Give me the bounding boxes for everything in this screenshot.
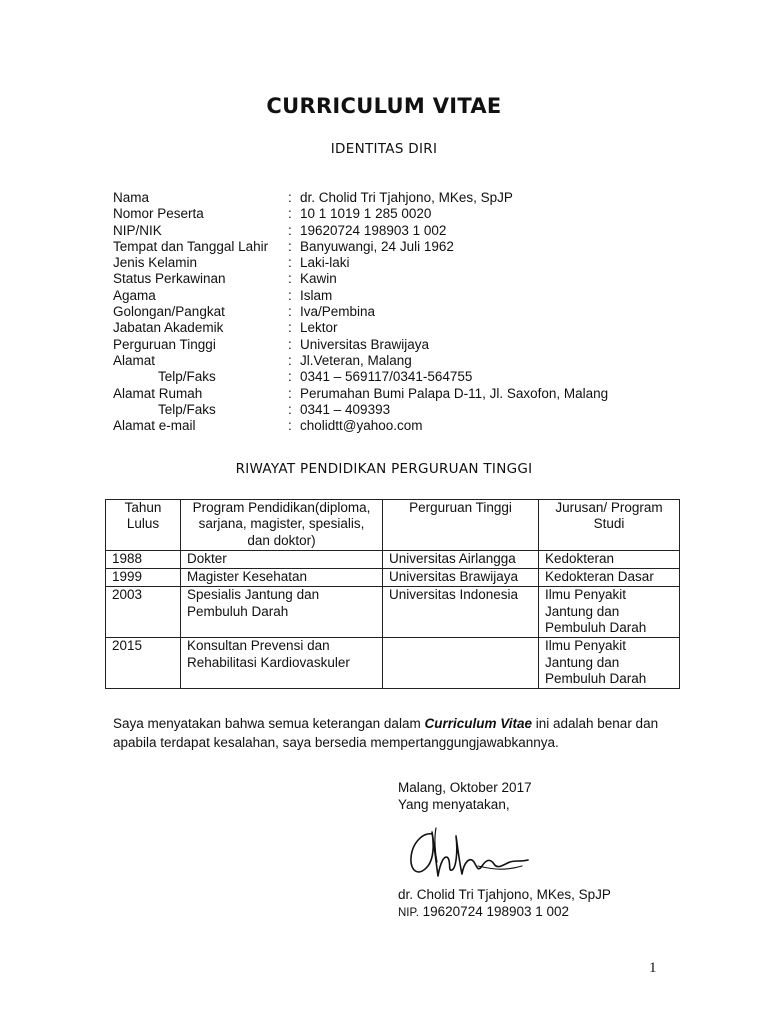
table-row [106, 587, 680, 638]
identity-separator: : [288, 271, 292, 287]
identity-separator: : [288, 320, 292, 336]
identity-value: Universitas Brawijaya [300, 336, 430, 352]
identity-label: NIP/NIK [113, 222, 162, 238]
identity-separator: : [288, 336, 292, 352]
identity-label: Telp/Faks [158, 401, 216, 417]
identity-separator: : [288, 255, 292, 271]
cell-program: Spesialis Jantung dan Pembuluh Darah [181, 587, 383, 638]
identity-row [113, 386, 673, 402]
identity-separator: : [288, 287, 292, 303]
identity-value: Perumahan Bumi Palapa D-11, Jl. Saxofon, Malang [300, 385, 609, 401]
nip-label: NIP. [398, 907, 419, 919]
handwritten-signature [398, 822, 548, 886]
identity-separator: : [288, 304, 292, 320]
identity-value: Islam [300, 287, 333, 303]
cell-university: Universitas Airlangga [383, 550, 539, 568]
identity-separator: : [288, 222, 292, 238]
cell-university [383, 638, 539, 689]
identity-label: Status Perkawinan [113, 271, 226, 287]
page-number: 1 [649, 960, 657, 976]
identity-label: Jenis Kelamin [113, 255, 198, 271]
cell-program: Konsultan Prevensi dan Rehabilitasi Kardiovaskuler [181, 638, 383, 689]
identity-row [113, 239, 673, 255]
identity-label: Alamat [113, 352, 156, 368]
identity-row [113, 337, 673, 353]
cell-year: 1999 [106, 569, 181, 587]
identity-row [113, 418, 673, 434]
identity-label: Agama [113, 287, 156, 303]
identity-label: Alamat e-mail [113, 418, 196, 434]
identity-label: Tempat dan Tanggal Lahir [113, 238, 269, 254]
cell-program: Magister Kesehatan [181, 569, 383, 587]
identity-value: Iva/Pembina [300, 304, 376, 320]
identity-separator: : [288, 369, 292, 385]
signature-block [398, 780, 698, 813]
cell-major: Ilmu Penyakit Jantung dan Pembuluh Darah [539, 638, 680, 689]
identity-value: dr. Cholid Tri Tjahjono, MKes, SpJP [300, 190, 513, 205]
identity-separator: : [288, 385, 292, 401]
cell-year: 2003 [106, 587, 181, 638]
identity-value: cholidtt@yahoo.com [300, 418, 423, 434]
education-table-body [106, 550, 680, 688]
identity-separator: : [288, 352, 292, 368]
place-date: Malang, Oktober 2017 [398, 780, 532, 795]
identity-value: Banyuwangi, 24 Juli 1962 [300, 238, 454, 254]
table-row [106, 569, 680, 587]
identity-separator: : [288, 418, 292, 434]
identity-value: 0341 – 409393 [300, 401, 391, 417]
cell-university: Universitas Brawijaya [383, 569, 539, 587]
header-program: Program Pendidikan(diploma, sarjana, magister, spesialis, dan doktor) [181, 500, 383, 551]
identity-row [113, 190, 673, 206]
identity-value: Kawin [300, 271, 337, 287]
identity-row [113, 320, 673, 336]
header-year: Tahun Lulus [106, 500, 181, 551]
identity-value: 10 1 1019 1 285 0020 [300, 206, 432, 222]
identity-value: 0341 – 569117/0341-564755 [300, 369, 473, 385]
identity-row [113, 353, 673, 369]
cell-program: Dokter [181, 550, 383, 568]
cell-major: Kedokteran Dasar [539, 569, 680, 587]
table-row [106, 638, 680, 689]
identity-label: Nomor Peserta [113, 206, 204, 222]
education-table-header [106, 500, 680, 551]
statement-text-after: ini adalah benar dan apabila terdapat kesalahan, saya bersedia mempertanggungjawabkannya. [113, 716, 659, 750]
identity-row [113, 271, 673, 287]
identity-label: Perguruan Tinggi [113, 336, 216, 352]
identity-separator: : [288, 206, 292, 222]
identity-separator: : [288, 238, 292, 254]
cell-year: 1988 [106, 550, 181, 568]
identity-label: Golongan/Pangkat [113, 304, 225, 320]
identity-value: 19620724 198903 1 002 [300, 222, 447, 238]
education-heading: RIWAYAT PENDIDIKAN PERGURUAN TINGGI [235, 461, 533, 477]
table-row [106, 550, 680, 568]
signer-name: dr. Cholid Tri Tjahjono, MKes, SpJP [398, 887, 611, 902]
identity-row [113, 402, 673, 418]
header-university: Perguruan Tinggi [383, 500, 539, 551]
nip-value: 19620724 198903 1 002 [418, 904, 570, 919]
identity-separator: : [288, 401, 292, 417]
identity-label: Nama [113, 190, 150, 205]
header-major: Jurusan/ Program Studi [539, 500, 680, 551]
identity-list [113, 190, 673, 434]
identity-row [113, 255, 673, 271]
cell-university: Universitas Indonesia [383, 587, 539, 638]
identity-label: Telp/Faks [158, 369, 216, 385]
signer-nip [398, 904, 569, 922]
identity-label: Jabatan Akademik [113, 320, 224, 336]
statement-text-before: Saya menyatakan bahwa semua keterangan dalam [113, 716, 425, 731]
identity-value: Laki-laki [300, 255, 350, 271]
identity-row [113, 223, 673, 239]
cell-major: Kedokteran [539, 550, 680, 568]
identity-heading: IDENTITAS DIRI [330, 141, 438, 157]
declarant-label: Yang menyatakan, [398, 796, 510, 812]
identity-row [113, 369, 673, 385]
identity-value: Lektor [300, 320, 338, 336]
statement-emphasis: Curriculum Vitae [424, 716, 532, 731]
cell-major: Ilmu Penyakit Jantung dan Pembuluh Darah [539, 587, 680, 638]
identity-separator: : [288, 190, 292, 205]
identity-row [113, 206, 673, 222]
education-table [105, 499, 680, 689]
document-title: CURRICULUM VITAE [266, 94, 502, 118]
identity-row [113, 288, 673, 304]
identity-label: Alamat Rumah [113, 385, 203, 401]
identity-row [113, 304, 673, 320]
declaration-statement [113, 714, 673, 752]
identity-value: Jl.Veteran, Malang [300, 352, 412, 368]
cell-year: 2015 [106, 638, 181, 689]
